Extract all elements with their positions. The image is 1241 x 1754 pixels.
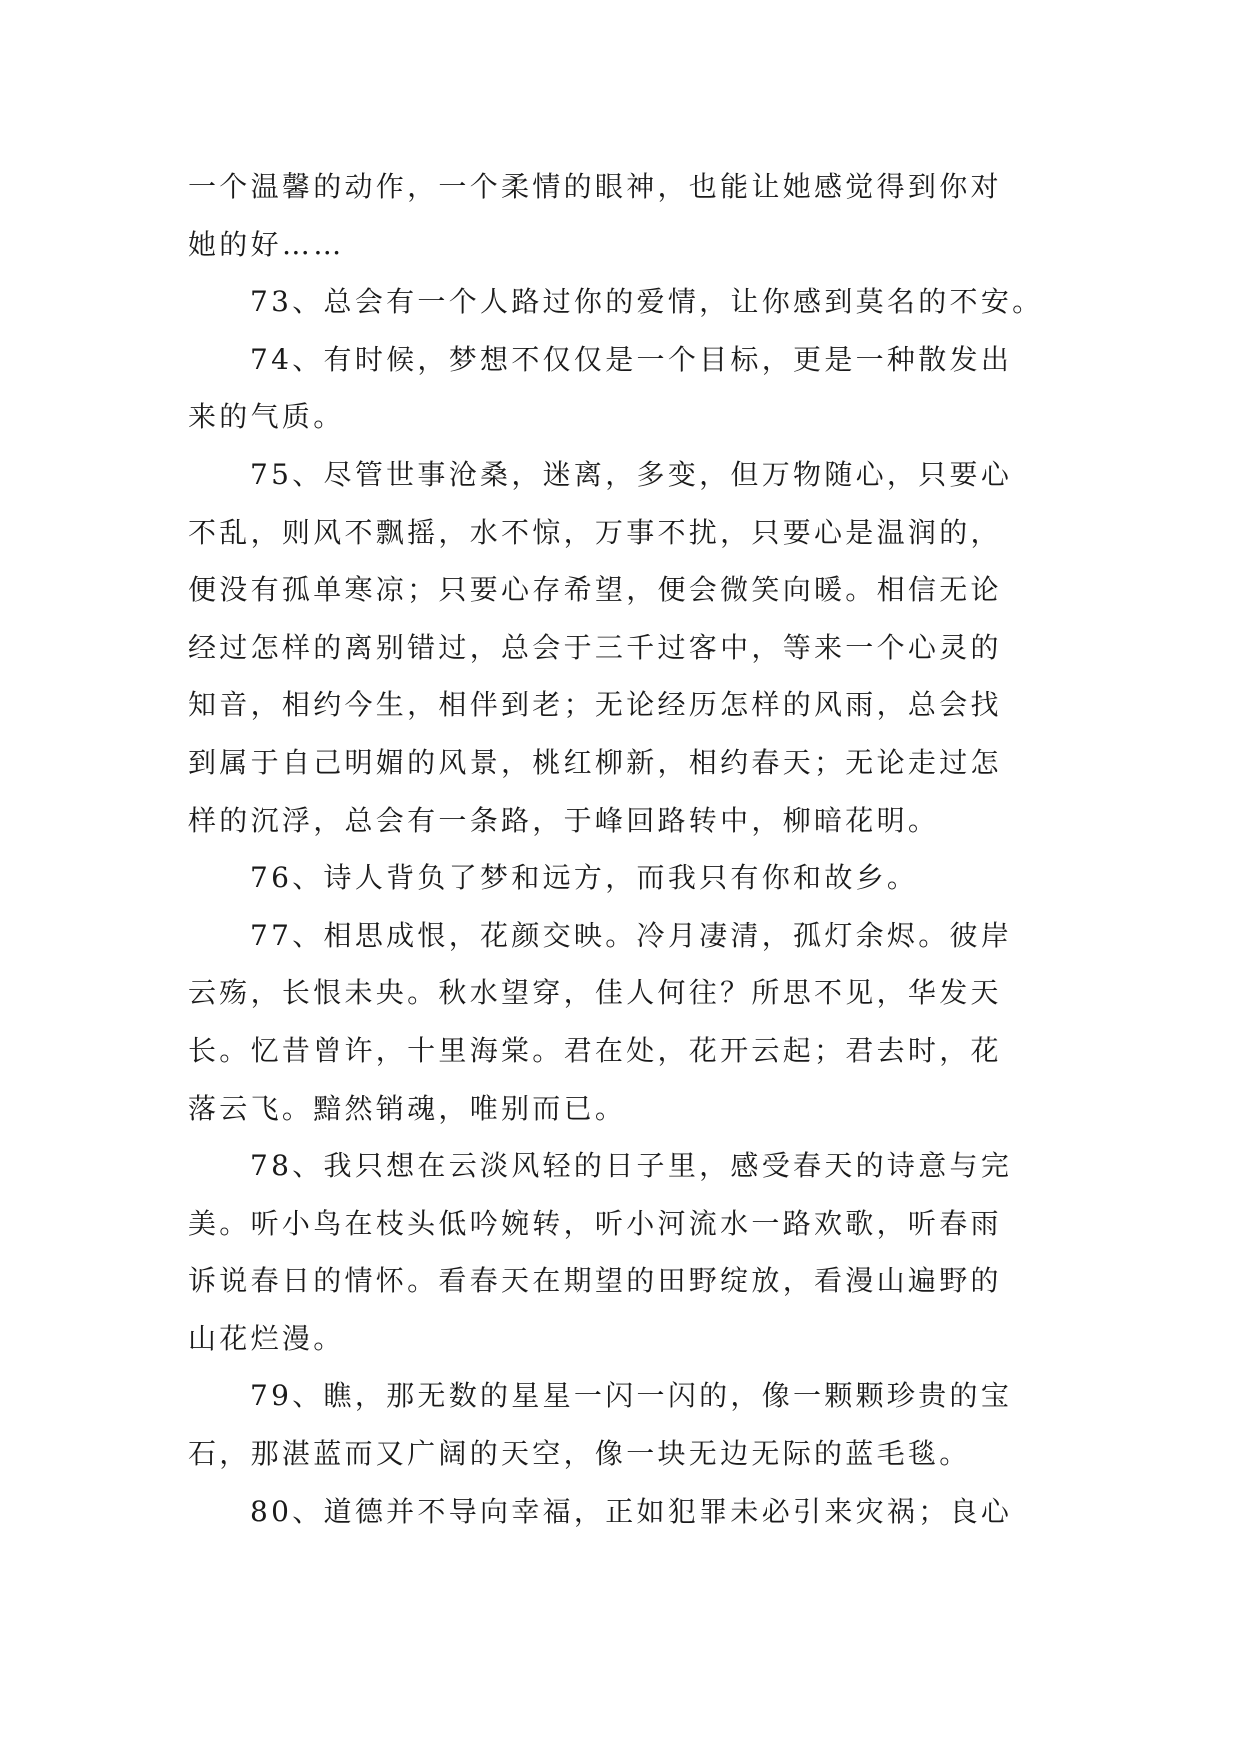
text-line: 山花烂漫。 bbox=[188, 1321, 345, 1355]
text-line: 落云飞。黯然销魂，唯别而已。 bbox=[188, 1091, 627, 1125]
paragraph-p80 bbox=[188, 1483, 1058, 1541]
text-line: 长。忆昔曾许，十里海棠。君在处，花开云起；君去时，花 bbox=[188, 1033, 1002, 1067]
text-line: 石，那湛蓝而又广阔的天空，像一块无边无际的蓝毛毯。 bbox=[188, 1437, 971, 1471]
paragraph-p75 bbox=[188, 446, 1058, 849]
text-line: 到属于自己明媚的风景，桃红柳新，相约春天；无论走过怎 bbox=[188, 745, 1002, 779]
paragraph-p77 bbox=[188, 907, 1058, 1137]
paragraph-p78 bbox=[188, 1137, 1058, 1367]
text-line: 77、相思成恨，花颜交映。冷月凄清，孤灯余烬。彼岸 bbox=[250, 918, 1013, 952]
text-line: 诉说春日的情怀。看春天在期望的田野绽放，看漫山遍野的 bbox=[188, 1264, 1002, 1298]
text-line: 75、尽管世事沧桑，迷离，多变，但万物随心，只要心 bbox=[250, 457, 1013, 491]
text-line: 73、总会有一个人路过你的爱情，让你感到莫名的不安。 bbox=[250, 285, 1044, 319]
text-line: 来的气质。 bbox=[188, 400, 345, 434]
text-line: 云殇，长恨未央。秋水望穿，佳人何往？所思不见，华发天 bbox=[188, 976, 1002, 1010]
paragraph-p74 bbox=[188, 331, 1058, 446]
text-line: 不乱，则风不飘摇，水不惊，万事不扰，只要心是温润的， bbox=[188, 515, 1002, 549]
text-line: 74、有时候，梦想不仅仅是一个目标，更是一种散发出 bbox=[250, 342, 1013, 376]
paragraph-p-cont bbox=[188, 158, 1058, 273]
text-line: 她的好…… bbox=[188, 227, 345, 261]
text-line: 便没有孤单寒凉；只要心存希望，便会微笑向暖。相信无论 bbox=[188, 573, 1002, 607]
text-line: 美。听小鸟在枝头低吟婉转，听小河流水一路欢歌，听春雨 bbox=[188, 1206, 1002, 1240]
document-body bbox=[188, 158, 1058, 1540]
text-line: 一个温馨的动作，一个柔情的眼神，也能让她感觉得到你对 bbox=[188, 170, 1002, 203]
paragraph-p76 bbox=[188, 849, 1058, 907]
text-line: 78、我只想在云淡风轻的日子里，感受春天的诗意与完 bbox=[250, 1149, 1013, 1183]
paragraph-p79 bbox=[188, 1367, 1058, 1482]
text-line: 经过怎样的离别错过，总会于三千过客中，等来一个心灵的 bbox=[188, 630, 1002, 664]
text-line: 76、诗人背负了梦和远方，而我只有你和故乡。 bbox=[250, 861, 919, 895]
text-line: 80、道德并不导向幸福，正如犯罪未必引来灾祸；良心 bbox=[250, 1494, 1013, 1528]
paragraph-p73 bbox=[188, 273, 1058, 331]
text-line: 79、瞧，那无数的星星一闪一闪的，像一颗颗珍贵的宝 bbox=[250, 1379, 1013, 1413]
text-line: 知音，相约今生，相伴到老；无论经历怎样的风雨，总会找 bbox=[188, 688, 1002, 722]
text-line: 样的沉浮，总会有一条路，于峰回路转中，柳暗花明。 bbox=[188, 803, 940, 837]
